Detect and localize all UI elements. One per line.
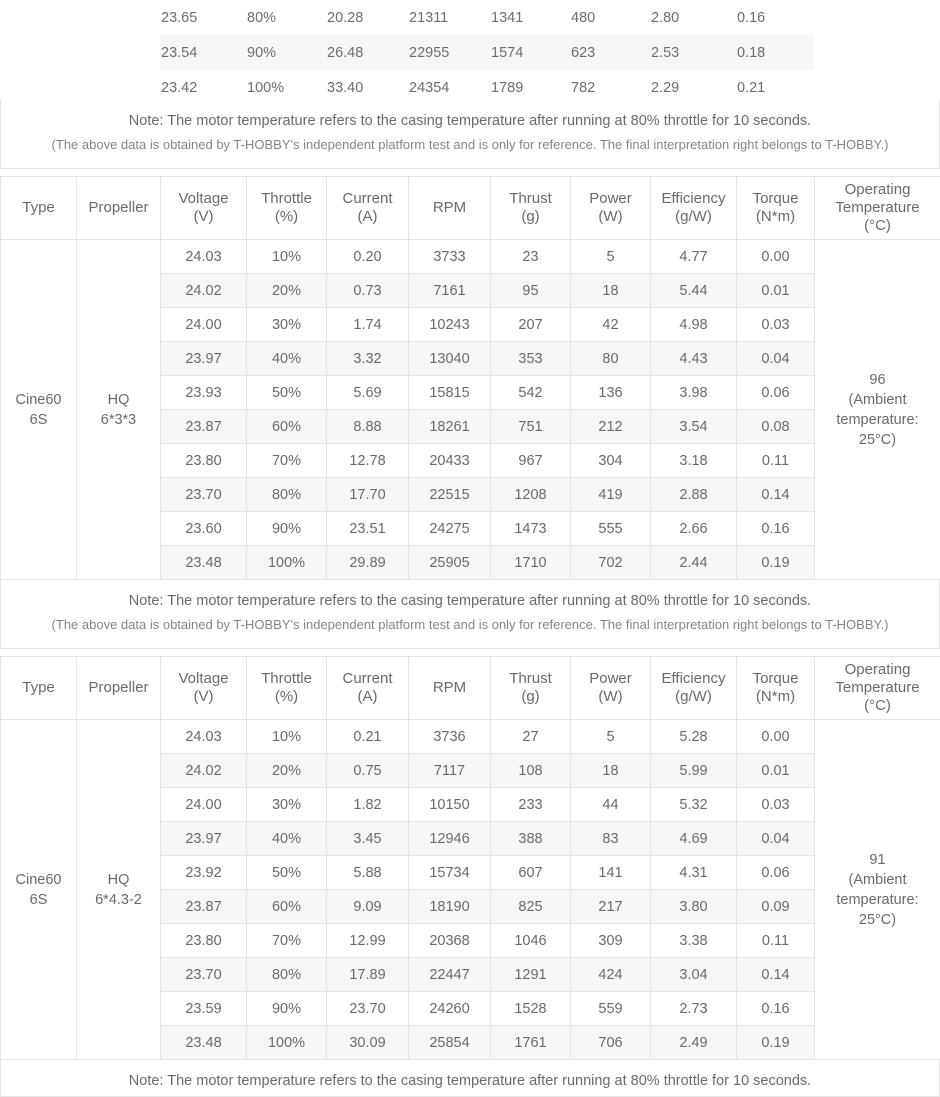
torque-cell: 0.04 — [737, 822, 815, 856]
thrust-cell: 207 — [491, 308, 571, 342]
throttle-cell: 40% — [247, 822, 327, 856]
throttle-cell: 100% — [246, 70, 326, 100]
table-row — [1, 240, 940, 274]
throttle-cell: 70% — [247, 444, 327, 478]
thrust-cell: 1761 — [491, 1026, 571, 1060]
section-gap — [0, 169, 940, 176]
current-cell: 33.40 — [326, 70, 408, 100]
voltage-cell: 24.00 — [161, 788, 247, 822]
rpm-cell: 21311 — [408, 0, 490, 35]
current-cell: 0.20 — [327, 240, 409, 274]
efficiency-cell: 4.69 — [651, 822, 737, 856]
note-block — [0, 100, 940, 169]
col-header-torque: Torque (N*m) — [737, 657, 815, 720]
voltage-cell: 24.02 — [161, 274, 247, 308]
current-cell: 3.45 — [327, 822, 409, 856]
power-cell: 42 — [571, 308, 651, 342]
efficiency-cell: 2.53 — [650, 35, 736, 70]
efficiency-cell: 4.77 — [651, 240, 737, 274]
col-header-thrust: Thrust (g) — [491, 657, 571, 720]
current-cell: 3.32 — [327, 342, 409, 376]
throttle-cell: 100% — [247, 1026, 327, 1060]
thrust-cell: 1710 — [491, 546, 571, 580]
current-cell: 0.21 — [327, 720, 409, 754]
efficiency-cell: 5.28 — [651, 720, 737, 754]
power-cell: 480 — [570, 0, 650, 35]
current-cell: 5.88 — [327, 856, 409, 890]
operating-temperature-cell — [814, 0, 940, 100]
efficiency-cell: 5.44 — [651, 274, 737, 308]
col-header-throttle: Throttle (%) — [247, 657, 327, 720]
power-cell: 136 — [571, 376, 651, 410]
throttle-cell: 20% — [247, 274, 327, 308]
efficiency-cell: 2.29 — [650, 70, 736, 100]
voltage-cell: 23.87 — [161, 890, 247, 924]
thrust-cell: 825 — [491, 890, 571, 924]
voltage-cell: 24.03 — [161, 240, 247, 274]
voltage-cell: 23.60 — [161, 512, 247, 546]
throttle-cell: 50% — [247, 856, 327, 890]
torque-cell: 0.00 — [737, 720, 815, 754]
voltage-cell: 24.02 — [161, 754, 247, 788]
thrust-cell: 1528 — [491, 992, 571, 1026]
rpm-cell: 22515 — [409, 478, 491, 512]
voltage-cell: 23.48 — [161, 546, 247, 580]
throttle-cell: 30% — [247, 788, 327, 822]
throttle-cell: 40% — [247, 342, 327, 376]
voltage-cell: 23.80 — [161, 444, 247, 478]
current-cell: 17.70 — [327, 478, 409, 512]
note-line-2: (The above data is obtained by T-HOBBY's independent platform test and is only for reference. The final interpretation right belongs to T-HOBBY.) — [13, 614, 927, 636]
thrust-cell: 95 — [491, 274, 571, 308]
col-header-type: Type — [1, 177, 77, 240]
thrust-cell: 388 — [491, 822, 571, 856]
voltage-cell: 23.54 — [160, 35, 246, 70]
torque-cell: 0.14 — [737, 958, 815, 992]
col-header-efficiency: Efficiency (g/W) — [651, 657, 737, 720]
power-cell: 141 — [571, 856, 651, 890]
throttle-cell: 60% — [247, 890, 327, 924]
torque-cell: 0.06 — [737, 856, 815, 890]
torque-cell: 0.19 — [737, 1026, 815, 1060]
spec-table-1-head — [1, 177, 940, 240]
rpm-cell: 7117 — [409, 754, 491, 788]
voltage-cell: 23.93 — [161, 376, 247, 410]
header-row — [1, 177, 940, 240]
rpm-cell: 7161 — [409, 274, 491, 308]
rpm-cell: 22447 — [409, 958, 491, 992]
rpm-cell: 15815 — [409, 376, 491, 410]
efficiency-cell: 4.43 — [651, 342, 737, 376]
rpm-cell: 13040 — [409, 342, 491, 376]
voltage-cell: 23.92 — [161, 856, 247, 890]
power-cell: 559 — [571, 992, 651, 1026]
thrust-cell: 27 — [491, 720, 571, 754]
note-block — [0, 580, 940, 649]
rpm-cell: 18190 — [409, 890, 491, 924]
col-header-rpm: RPM — [409, 657, 491, 720]
current-cell: 0.73 — [327, 274, 409, 308]
type-cell: Cine60 6S — [1, 240, 77, 580]
spec-table-2-body — [1, 720, 940, 1060]
throttle-cell: 50% — [247, 376, 327, 410]
throttle-cell: 60% — [247, 410, 327, 444]
rpm-cell: 24354 — [408, 70, 490, 100]
type-cell — [0, 0, 76, 100]
power-cell: 5 — [571, 720, 651, 754]
operating-temperature-cell: 91 (Ambient temperature: 25°C) — [815, 720, 940, 1060]
rpm-cell: 10150 — [409, 788, 491, 822]
table-row — [1, 720, 940, 754]
col-header-current: Current (A) — [327, 177, 409, 240]
current-cell: 5.69 — [327, 376, 409, 410]
efficiency-cell: 4.98 — [651, 308, 737, 342]
type-cell: Cine60 6S — [1, 720, 77, 1060]
thrust-cell: 353 — [491, 342, 571, 376]
power-cell: 18 — [571, 274, 651, 308]
col-header-type: Type — [1, 657, 77, 720]
rpm-cell: 20368 — [409, 924, 491, 958]
rpm-cell: 12946 — [409, 822, 491, 856]
col-header-voltage: Voltage (V) — [161, 657, 247, 720]
efficiency-cell: 2.66 — [651, 512, 737, 546]
efficiency-cell: 2.73 — [651, 992, 737, 1026]
efficiency-cell: 2.44 — [651, 546, 737, 580]
efficiency-cell: 3.38 — [651, 924, 737, 958]
efficiency-cell: 3.54 — [651, 410, 737, 444]
rpm-cell: 22955 — [408, 35, 490, 70]
throttle-cell: 80% — [247, 958, 327, 992]
throttle-cell: 20% — [247, 754, 327, 788]
rpm-cell: 15734 — [409, 856, 491, 890]
col-header-current: Current (A) — [327, 657, 409, 720]
current-cell: 12.78 — [327, 444, 409, 478]
col-header-propeller: Propeller — [77, 177, 161, 240]
efficiency-cell: 2.49 — [651, 1026, 737, 1060]
throttle-cell: 90% — [246, 35, 326, 70]
torque-cell: 0.04 — [737, 342, 815, 376]
rpm-cell: 10243 — [409, 308, 491, 342]
power-cell: 623 — [570, 35, 650, 70]
power-cell: 217 — [571, 890, 651, 924]
voltage-cell: 23.70 — [161, 958, 247, 992]
power-cell: 83 — [571, 822, 651, 856]
torque-cell: 0.01 — [737, 754, 815, 788]
power-cell: 304 — [571, 444, 651, 478]
section-gap — [0, 649, 940, 656]
current-cell: 20.28 — [326, 0, 408, 35]
power-cell: 419 — [571, 478, 651, 512]
spec-table-2-head — [1, 657, 940, 720]
col-header-operating-temperature: Operating Temperature (°C) — [815, 177, 940, 240]
torque-cell: 0.18 — [736, 35, 814, 70]
thrust-cell: 542 — [491, 376, 571, 410]
thrust-cell: 1341 — [490, 0, 570, 35]
efficiency-cell: 3.98 — [651, 376, 737, 410]
col-header-torque: Torque (N*m) — [737, 177, 815, 240]
rpm-cell: 24260 — [409, 992, 491, 1026]
current-cell: 12.99 — [327, 924, 409, 958]
rpm-cell: 18261 — [409, 410, 491, 444]
efficiency-cell: 4.31 — [651, 856, 737, 890]
power-cell: 44 — [571, 788, 651, 822]
col-header-thrust: Thrust (g) — [491, 177, 571, 240]
torque-cell: 0.06 — [737, 376, 815, 410]
current-cell: 30.09 — [327, 1026, 409, 1060]
throttle-cell: 30% — [247, 308, 327, 342]
current-cell: 1.82 — [327, 788, 409, 822]
thrust-cell: 1291 — [491, 958, 571, 992]
thrust-cell: 1473 — [491, 512, 571, 546]
rpm-cell: 3736 — [409, 720, 491, 754]
thrust-cell: 23 — [491, 240, 571, 274]
current-cell: 26.48 — [326, 35, 408, 70]
note-line-1: Note: The motor temperature refers to the casing temperature after running at 80% throttle for 10 seconds. — [13, 590, 927, 612]
rpm-cell: 3733 — [409, 240, 491, 274]
partial-top-table — [0, 0, 940, 100]
power-cell: 5 — [571, 240, 651, 274]
spec-table-1-body — [1, 240, 940, 580]
note-block — [0, 1060, 940, 1097]
voltage-cell: 23.42 — [160, 70, 246, 100]
thrust-cell: 1574 — [490, 35, 570, 70]
torque-cell: 0.09 — [737, 890, 815, 924]
col-header-propeller: Propeller — [77, 657, 161, 720]
col-header-power: Power (W) — [571, 657, 651, 720]
efficiency-cell: 3.18 — [651, 444, 737, 478]
voltage-cell: 24.00 — [161, 308, 247, 342]
torque-cell: 0.00 — [737, 240, 815, 274]
voltage-cell: 23.87 — [161, 410, 247, 444]
efficiency-cell: 2.80 — [650, 0, 736, 35]
thrust-cell: 1208 — [491, 478, 571, 512]
power-cell: 212 — [571, 410, 651, 444]
torque-cell: 0.08 — [737, 410, 815, 444]
col-header-throttle: Throttle (%) — [247, 177, 327, 240]
thrust-cell: 967 — [491, 444, 571, 478]
efficiency-cell: 2.88 — [651, 478, 737, 512]
header-row — [1, 657, 940, 720]
voltage-cell: 23.97 — [161, 822, 247, 856]
voltage-cell: 24.03 — [161, 720, 247, 754]
throttle-cell: 80% — [246, 0, 326, 35]
current-cell: 29.89 — [327, 546, 409, 580]
torque-cell: 0.16 — [737, 512, 815, 546]
thrust-cell: 108 — [491, 754, 571, 788]
throttle-cell: 10% — [247, 720, 327, 754]
power-cell: 706 — [571, 1026, 651, 1060]
current-cell: 17.89 — [327, 958, 409, 992]
partial-top-table-wrapper — [0, 0, 940, 100]
torque-cell: 0.14 — [737, 478, 815, 512]
thrust-cell: 751 — [491, 410, 571, 444]
current-cell: 1.74 — [327, 308, 409, 342]
efficiency-cell: 5.32 — [651, 788, 737, 822]
torque-cell: 0.11 — [737, 924, 815, 958]
voltage-cell: 23.80 — [161, 924, 247, 958]
operating-temperature-cell: 96 (Ambient temperature: 25°C) — [815, 240, 940, 580]
partial-top-table-body — [0, 0, 940, 100]
current-cell: 23.51 — [327, 512, 409, 546]
power-cell: 702 — [571, 546, 651, 580]
rpm-cell: 25905 — [409, 546, 491, 580]
col-header-power: Power (W) — [571, 177, 651, 240]
torque-cell: 0.16 — [737, 992, 815, 1026]
torque-cell: 0.01 — [737, 274, 815, 308]
throttle-cell: 10% — [247, 240, 327, 274]
throttle-cell: 90% — [247, 992, 327, 1026]
power-cell: 555 — [571, 512, 651, 546]
thrust-cell: 1789 — [490, 70, 570, 100]
table-row — [0, 0, 940, 35]
power-cell: 18 — [571, 754, 651, 788]
power-cell: 424 — [571, 958, 651, 992]
voltage-cell: 23.59 — [161, 992, 247, 1026]
col-header-rpm: RPM — [409, 177, 491, 240]
voltage-cell: 23.65 — [160, 0, 246, 35]
throttle-cell: 90% — [247, 512, 327, 546]
power-cell: 782 — [570, 70, 650, 100]
thrust-cell: 233 — [491, 788, 571, 822]
rpm-cell: 25854 — [409, 1026, 491, 1060]
current-cell: 9.09 — [327, 890, 409, 924]
efficiency-cell: 5.99 — [651, 754, 737, 788]
power-cell: 309 — [571, 924, 651, 958]
propeller-cell: HQ 6*4.3-2 — [77, 720, 161, 1060]
throttle-cell: 100% — [247, 546, 327, 580]
voltage-cell: 23.97 — [161, 342, 247, 376]
torque-cell: 0.16 — [736, 0, 814, 35]
spec-table-2 — [0, 656, 940, 1060]
throttle-cell: 70% — [247, 924, 327, 958]
voltage-cell: 23.48 — [161, 1026, 247, 1060]
rpm-cell: 20433 — [409, 444, 491, 478]
propeller-cell — [76, 0, 160, 100]
current-cell: 0.75 — [327, 754, 409, 788]
torque-cell: 0.03 — [737, 788, 815, 822]
spec-table-1 — [0, 176, 940, 580]
power-cell: 80 — [571, 342, 651, 376]
torque-cell: 0.03 — [737, 308, 815, 342]
thrust-cell: 1046 — [491, 924, 571, 958]
throttle-cell: 80% — [247, 478, 327, 512]
efficiency-cell: 3.80 — [651, 890, 737, 924]
current-cell: 8.88 — [327, 410, 409, 444]
note-line-1: Note: The motor temperature refers to the casing temperature after running at 80% throttle for 10 seconds. — [13, 110, 927, 132]
efficiency-cell: 3.04 — [651, 958, 737, 992]
propeller-cell: HQ 6*3*3 — [77, 240, 161, 580]
torque-cell: 0.19 — [737, 546, 815, 580]
note-line-1: Note: The motor temperature refers to the casing temperature after running at 80% throttle for 10 seconds. — [13, 1070, 927, 1092]
torque-cell: 0.11 — [737, 444, 815, 478]
current-cell: 23.70 — [327, 992, 409, 1026]
rpm-cell: 24275 — [409, 512, 491, 546]
torque-cell: 0.21 — [736, 70, 814, 100]
thrust-cell: 607 — [491, 856, 571, 890]
col-header-voltage: Voltage (V) — [161, 177, 247, 240]
col-header-operating-temperature: Operating Temperature (°C) — [815, 657, 940, 720]
voltage-cell: 23.70 — [161, 478, 247, 512]
col-header-efficiency: Efficiency (g/W) — [651, 177, 737, 240]
note-line-2: (The above data is obtained by T-HOBBY's independent platform test and is only for reference. The final interpretation right belongs to T-HOBBY.) — [13, 134, 927, 156]
